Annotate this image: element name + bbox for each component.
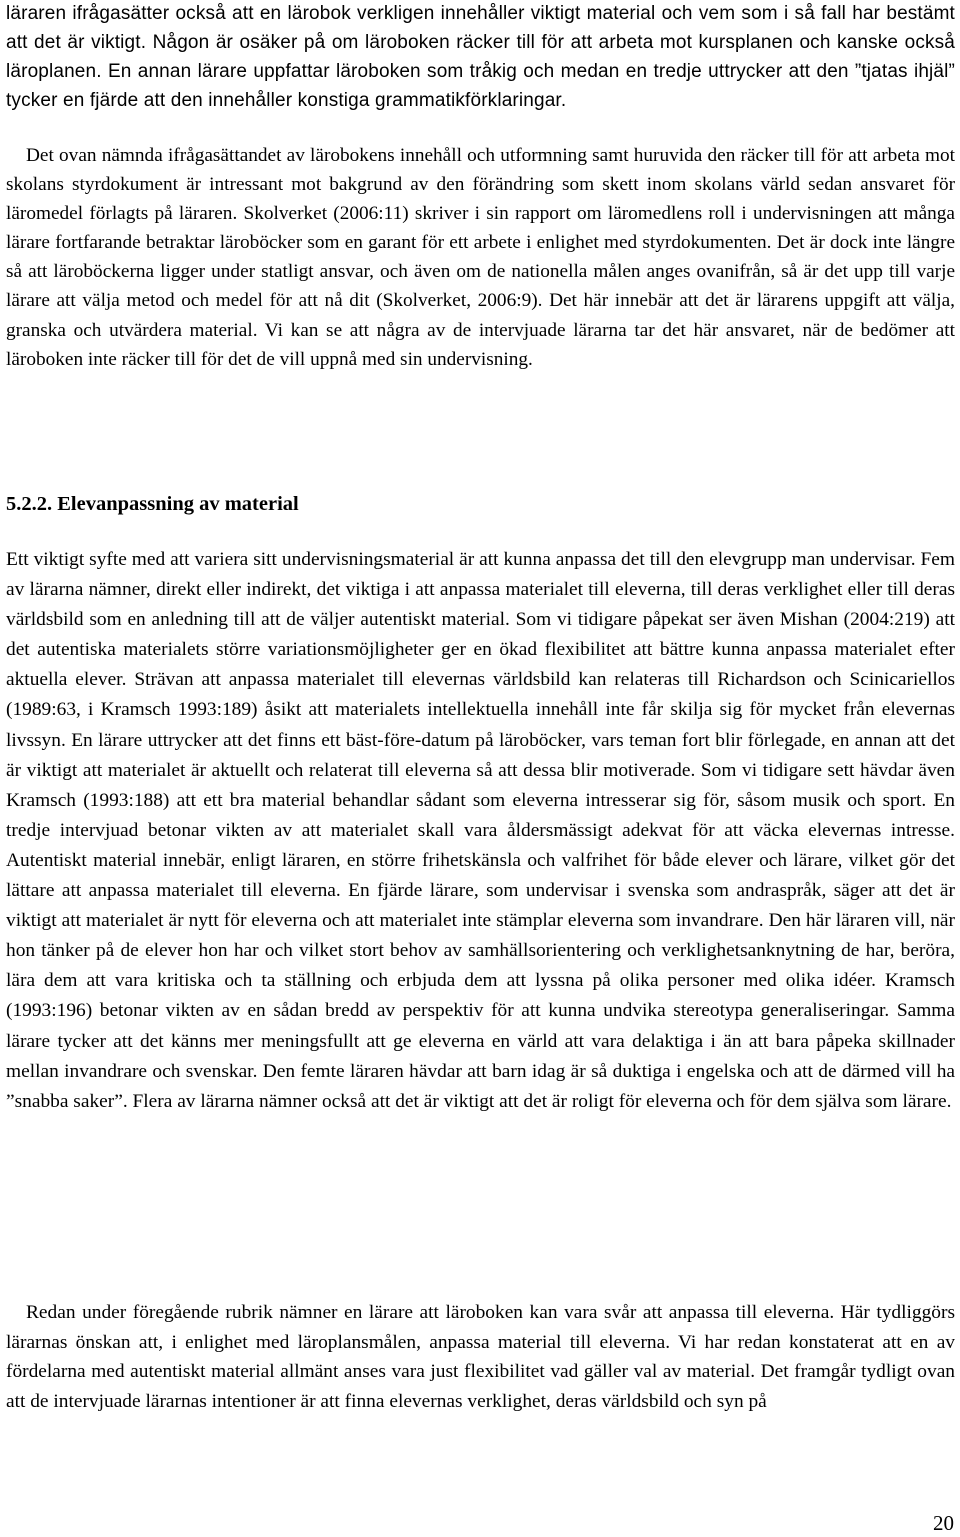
section-paragraph-2: Redan under föregående rubrik nämner en lärare att läroboken kan vara svår att anpassa till eleverna. Här tydliggörs lärarnas önskan att, i enlighet med läroplansmålen, anpassa material till eleverna. Vi har redan konstaterat att en av fördelarna med autentiskt material allmänt anses vara just flexibilitet vad gäller val av material. Det framgår tydligt ovan att de intervjuade lärarnas intentioner är att finna elevernas verklighet, deras världsbild och syn på — [6, 1302, 955, 1412]
page-number: 20 — [933, 1511, 954, 1535]
body-paragraph-2: Det ovan nämnda ifrågasättandet av lärobokens innehåll och utformning samt huruvida den räcker till för att arbeta mot skolans styrdokument är intressant mot bakgrund av den förändring som skett inom skolans värld sedan ansvaret för läromedel förlagts på läraren. Skolverket (2006:11) skriver i sin rapport om läromedlens roll i undervisningen att många lärare fortfarande betraktar läroböcker som en garant för ett arbete i enlighet med styrdokumenten. Det är dock inte längre så att läroböckerna ligger under statligt ansvar, och även om de nationella målen anges ovanifrån, så är det upp till varje lärare att välja metod och medel för att nå dit (Skolverket, 2006:9). Det här innebär att det är lärarens uppgift att välja, granska och utvärdera material. Vi kan se att några av de intervjuade lärarna tar det här ansvaret, när de bedömer att läroboken inte räcker till för det de vill uppnå med sin undervisning. — [6, 145, 955, 370]
section-heading: 5.2.2. Elevanpassning av material — [6, 493, 299, 515]
section-paragraph-1: Ett viktigt syfte med att variera sitt undervisningsmaterial är att kunna anpassa det till den elevgrupp man undervisar. Fem av lärarna nämner, direkt eller indirekt, det viktiga i att anpassa materialet till eleverna, till deras verklighet eller till deras världsbild som en anledning till att de väljer autentiskt material. Som vi tidigare påpekat ser även Mishan (2004:219) att det autentiska materialets större variationsmöjligheter ger en ökad flexibilitet att bättre kunna anpassa materialet efter aktuella elever. Strävan att anpassa materialet till elevernas världsbild kan relateras till Richardson och Scinicariellos (1989:63, i Kramsch 1993:189) åsikt att materialets intellektuella innehåll inte får skilja sig för mycket från elevernas livssyn. En lärare uttrycker att det finns ett bäst-före-datum på läroböcker, vars teman fort blir förlegade, en annan att det är viktigt att materialet är aktuellt och relaterat till eleverna så att dessa blir motiverade. Som vi tidigare sett hävdar även Kramsch (1993:188) att ett bra material behandlar sådant som eleverna intresserar sig för, såsom musik och sport. En tredje intervjuad betonar vikten av att materialet skall vara åldersmässigt adekvat för att väcka elevernas intresse. Autentiskt material innebär, enligt läraren, en större frihetskänsla och valfrihet för både elever och lärare, vilket gör det lättare att anpassa materialet till eleverna. En fjärde lärare, som undervisar i svenska som andraspråk, säger att det är viktigt att materialet är nytt för eleverna och att materialet inte stämplar eleverna som invandrare. Den här läraren vill, när hon tänker på de elever hon har och vilket stort behov av samhällsorientering och verklighetsanknytning de har, beröra, lära dem att vara kritiska och ta ställning och erbjuda dem att lyssna på olika personer med olika idéer. Kramsch (1993:196) betonar vikten av en sådan bredd av perspektiv för att kunna undvika stereotypa generaliseringar. Samma lärare tycker att det känns mer meningsfullt att ge eleverna en värld att vara delaktiga i än att bara påpeka skillnader mellan invandrare och svenskar. Den femte läraren hävdar att barn idag är så duktiga i engelska och att de därmed vill ha ”snabba saker”. Flera av lärarna nämner också att det är viktigt att det är roligt för eleverna och för dem själva som lärare. — [6, 549, 955, 1112]
body-paragraph-1: läraren ifrågasätter också att en lärobok verkligen innehåller viktigt material och vem som i så fall har bestämt att det är viktigt. Någon är osäker på om läroboken räcker till för att arbeta mot kursplanen och kanske också läroplanen. En annan lärare uppfattar läroboken som tråkig och medan en tredje uttrycker att den ”tjatas ihjäl” tycker en fjärde att den innehåller konstiga grammatikförklaringar. — [6, 3, 955, 111]
